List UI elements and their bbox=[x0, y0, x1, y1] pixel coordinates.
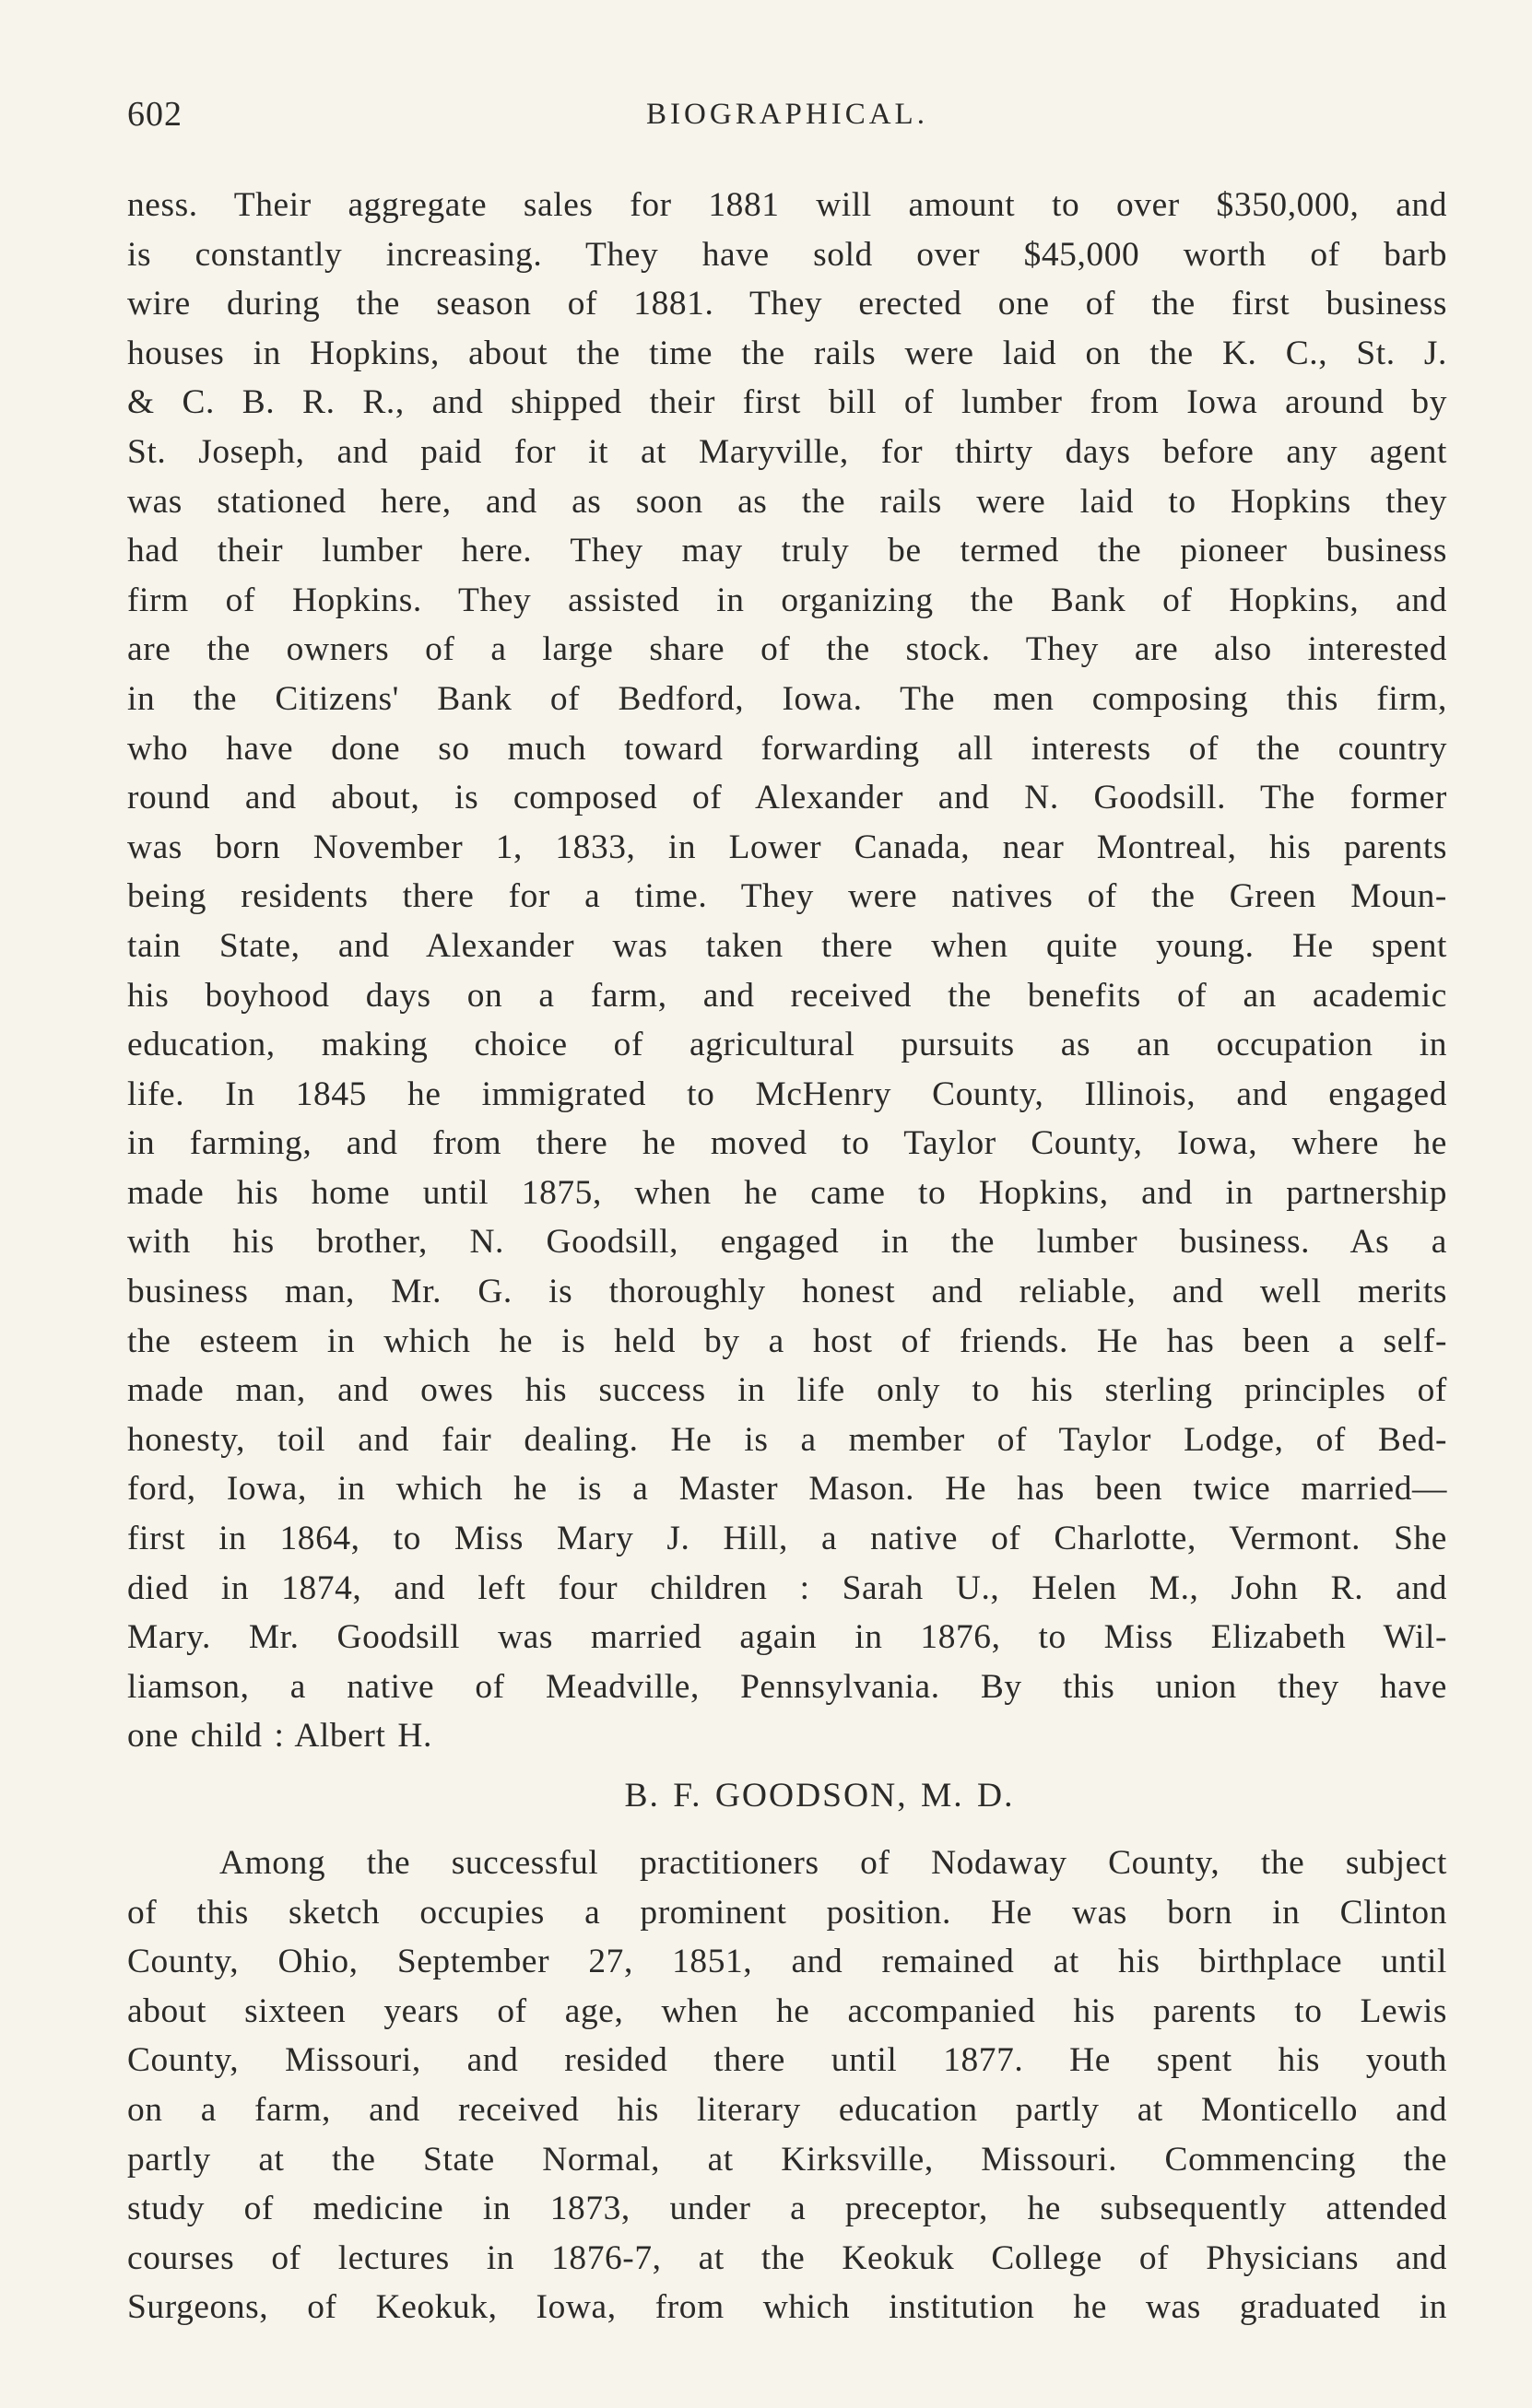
text-line: business man, Mr. G. is thoroughly honest and reliable, and well merits bbox=[127, 1273, 1447, 1311]
text-line: on a farm, and received his literary education partly at Monticello and bbox=[127, 2090, 1447, 2129]
text-line: of this sketch occupies a prominent position. He was born in Clinton bbox=[127, 1893, 1447, 1932]
text-line: in farming, and from there he moved to Taylor County, Iowa, where he bbox=[127, 1124, 1447, 1163]
text-line: ford, Iowa, in which he is a Master Mason. He has been twice married— bbox=[127, 1470, 1447, 1509]
text-line: life. In 1845 he immigrated to McHenry County, Illinois, and engaged bbox=[127, 1075, 1447, 1113]
section-heading: B. F. GOODSON, M. D. bbox=[624, 1777, 1015, 1815]
text-line: Surgeons, of Keokuk, Iowa, from which institution he was graduated in bbox=[127, 2288, 1447, 2327]
body-text bbox=[127, 181, 1447, 2332]
text-line: education, making choice of agricultural pursuits as an occupation in bbox=[127, 1026, 1447, 1064]
text-line: the esteem in which he is held by a host of friends. He has been a self- bbox=[127, 1321, 1447, 1360]
page-header bbox=[127, 94, 1447, 140]
text-line: are the owners of a large share of the stock. They are also interested bbox=[127, 630, 1447, 669]
text-line: his boyhood days on a farm, and received the benefits of an academic bbox=[127, 976, 1447, 1015]
text-line: had their lumber here. They may truly be termed the pioneer business bbox=[127, 532, 1447, 570]
text-line: Among the successful practitioners of Nodaway County, the subject bbox=[219, 1844, 1447, 1882]
text-line: first in 1864, to Miss Mary J. Hill, a native of Charlotte, Vermont. She bbox=[127, 1520, 1447, 1558]
text-line: round and about, is composed of Alexander and N. Goodsill. The former bbox=[127, 779, 1447, 817]
text-line: is constantly increasing. They have sold over $45,000 worth of barb bbox=[127, 235, 1447, 274]
text-line: partly at the State Normal, at Kirksville, Missouri. Commencing the bbox=[127, 2140, 1447, 2179]
text-line: died in 1874, and left four children : Sarah U., Helen M., John R. and bbox=[127, 1568, 1447, 1607]
text-line: St. Joseph, and paid for it at Maryville, for thirty days before any agent bbox=[127, 432, 1447, 471]
text-line: made his home until 1875, when he came to Hopkins, and in partnership bbox=[127, 1173, 1447, 1212]
text-line: wire during the season of 1881. They erected one of the first business bbox=[127, 285, 1447, 323]
text-line: was stationed here, and as soon as the rails were laid to Hopkins they bbox=[127, 482, 1447, 521]
text-line: made man, and owes his success in life only to his sterling principles of bbox=[127, 1371, 1447, 1410]
page-number: 602 bbox=[127, 95, 183, 134]
text-line: was born November 1, 1833, in Lower Canada, near Montreal, his parents bbox=[127, 828, 1447, 866]
text-line: courses of lectures in 1876-7, at the Keokuk College of Physicians and bbox=[127, 2238, 1447, 2277]
text-line: one child : Albert H. bbox=[127, 1717, 432, 1756]
text-line: being residents there for a time. They were natives of the Green Moun- bbox=[127, 877, 1447, 916]
text-line: who have done so much toward forwarding all interests of the country bbox=[127, 729, 1447, 768]
text-line: Mary. Mr. Goodsill was married again in 1876, to Miss Elizabeth Wil- bbox=[127, 1618, 1447, 1657]
goodson-biography bbox=[127, 1838, 1447, 2332]
text-line: & C. B. R. R., and shipped their first bill of lumber from Iowa around by bbox=[127, 383, 1447, 422]
goodsill-biography bbox=[127, 181, 1447, 1761]
text-line: ness. Their aggregate sales for 1881 will amount to over $350,000, and bbox=[127, 186, 1447, 224]
text-line: County, Ohio, September 27, 1851, and remained at his birthplace until bbox=[127, 1943, 1447, 1981]
text-line: County, Missouri, and resided there until 1877. He spent his youth bbox=[127, 2041, 1447, 2080]
text-line: firm of Hopkins. They assisted in organizing the Bank of Hopkins, and bbox=[127, 581, 1447, 619]
text-line: about sixteen years of age, when he accompanied his parents to Lewis bbox=[127, 1991, 1447, 2030]
text-line: honesty, toil and fair dealing. He is a member of Taylor Lodge, of Bed- bbox=[127, 1420, 1447, 1459]
text-line: with his brother, N. Goodsill, engaged in the lumber business. As a bbox=[127, 1223, 1447, 1262]
running-head: BIOGRAPHICAL. bbox=[646, 98, 928, 131]
text-line: tain State, and Alexander was taken there when quite young. He spent bbox=[127, 926, 1447, 965]
text-line: houses in Hopkins, about the time the rails were laid on the K. C., St. J. bbox=[127, 334, 1447, 372]
text-line: in the Citizens' Bank of Bedford, Iowa. The men composing this firm, bbox=[127, 679, 1447, 718]
text-line: liamson, a native of Meadville, Pennsylvania. By this union they have bbox=[127, 1667, 1447, 1706]
text-line: study of medicine in 1873, under a preceptor, he subsequently attended bbox=[127, 2190, 1447, 2228]
